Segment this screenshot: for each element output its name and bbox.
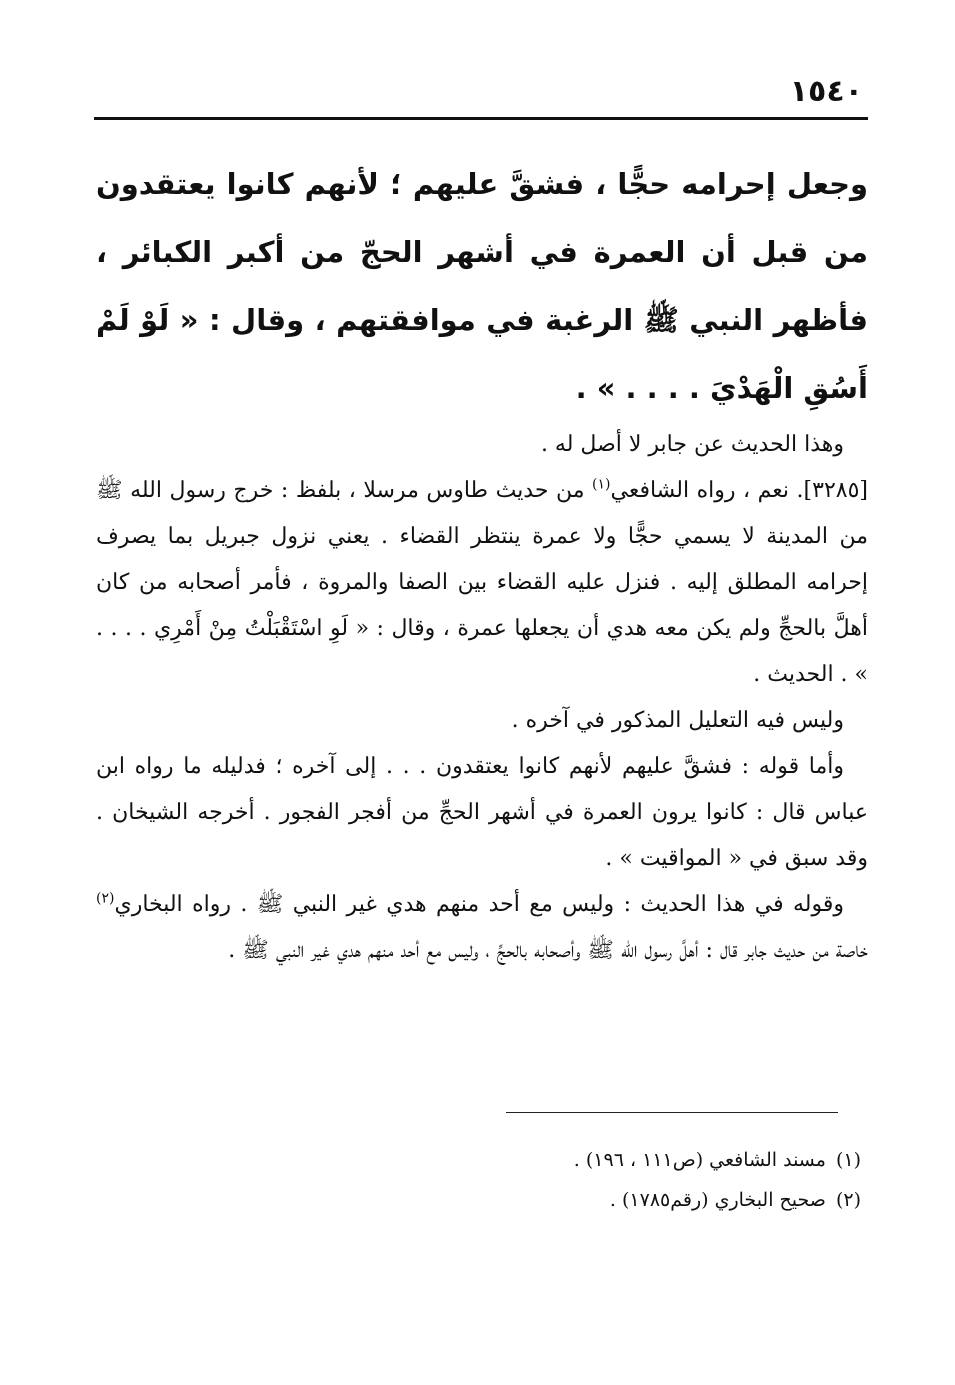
footnote-separator [506,1112,838,1113]
paragraph-2 [96,468,868,698]
quoted-passage: وجعل إحرامه حجًّا ، فشقَّ عليهم ؛ لأنهم كانوا يعتقدون من قبل أن العمرة في أشهر الحجّ من أكبر الكبائر ، فأظهر النبي ﷺ الرغبة في موافقتهم ، وقال : « لَوْ لَمْ أَسُقِ الْهَدْيَ . . . . » . [96,167,868,405]
paragraph-2-text-start: [٣٢٨٥]. نعم ، رواه الشافعي [610,478,868,503]
footnote-1-text: مسند الشافعي (ص١١١ ، ١٩٦) . [573,1149,826,1171]
page-number: ١٥٤٠ [789,74,863,109]
paragraph-1: وهذا الحديث عن جابر لا أصل له . [540,432,844,457]
footnote-ref-2[interactable]: (٢) [96,890,115,907]
footnote-2 [161,1180,861,1220]
footnote-1 [161,1140,861,1180]
paragraph-4: وأما قوله : فشقَّ عليهم لأنهم كانوا يعتقدون . . . إلى آخره ؛ فدليله ما رواه ابن عباس قال : كانوا يرون العمرة في أشهر الحجِّ من أفجر الفجور . أخرجه الشيخان . وقد سبق في « المواقيت » . [96,754,868,871]
footnote-2-number: (٢) [835,1189,861,1211]
footnote-ref-1[interactable]: (١) [592,476,611,493]
paragraph-5 [96,882,868,974]
paragraph-5-text-start: وقوله في هذا الحديث : وليس مع أحد منهم هدي غير النبي ﷺ . رواه البخاري [114,892,844,917]
footnote-2-text: صحيح البخاري (رقم١٧٨٥) . [609,1189,826,1211]
footnote-1-number: (١) [835,1149,861,1171]
paragraph-2-text-end: من حديث طاوس مرسلا ، بلفظ : خرج رسول الله ﷺ من المدينة لا يسمي حجًّا ولا عمرة ينتظر القضاء . يعني نزول جبريل بما يصرف إحرامه المطلق إليه . فنزل عليه القضاء بين الصفا والمروة ، فأمر أصحابه من كان أهلَّ بالحجِّ ولم يكن معه هدي أن يجعلها عمرة ، وقال : « لَوِ اسْتَقْبَلْتُ مِنْ أَمْرِي . . . . » . الحديث . [96,478,868,687]
body-text [96,150,868,974]
footnotes [161,1140,861,1220]
paragraph-3: وليس فيه التعليل المذكور في آخره . [511,708,844,733]
paragraph-5-text-end: خاصة من حديث جابر قال : أهلَّ رسول الله ﷺ وأصحابه بالحجِّ ، وليس مع أحد منهم هدي غير النبي ﷺ . [228,938,868,963]
header-rule [94,117,868,120]
